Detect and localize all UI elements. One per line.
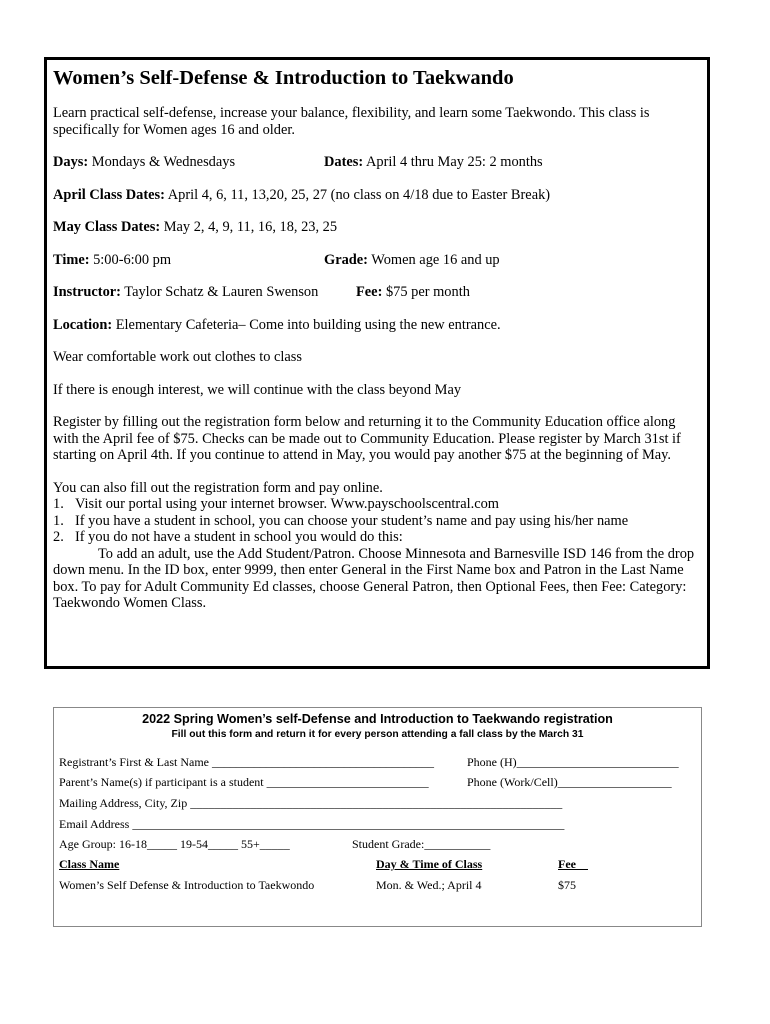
student-grade-field[interactable]: Student Grade:___________ [352, 837, 491, 851]
adult-instructions: To add an adult, use the Add Student/Patron. Choose Minnesota and Barnesville ISD 146 from the drop down menu. In the ID box, enter 9999, then enter General in the First Name box and Patron in the Last Name box. To pay for Adult Community Ed classes, choose General Patron, then Optional Fees, then Fee: Category: Taekwondo Women Class. [53, 545, 695, 611]
phone-home-field[interactable]: Phone (H)___________________________ [467, 755, 679, 769]
online-intro: You can also fill out the registration form and pay online. [53, 479, 383, 496]
time-field: Time: 5:00-6:00 pm [53, 251, 172, 268]
instructor-fee-row [53, 284, 701, 301]
day-time-header: Day & Time of Class [376, 857, 483, 871]
may-dates-row: May Class Dates: May 2, 4, 9, 11, 16, 18, 23, 25 [53, 219, 338, 235]
days-field: Days: Mondays & Wednesdays [53, 154, 236, 170]
fee-cell: $75 [558, 878, 576, 892]
list-item: 1. Visit our portal using your internet browser. Www.payschoolscentral.com [53, 496, 499, 512]
fee-field: Fee: $75 per month [356, 284, 470, 300]
location-row: Location: Elementary Cafeteria– Come into building using the new entrance. [53, 316, 501, 333]
day-time-cell: Mon. & Wed.; April 4 [376, 878, 482, 892]
time-grade-row [53, 252, 701, 269]
clothing-note: Wear comfortable work out clothes to class [53, 349, 302, 365]
interest-note: If there is enough interest, we will continue with the class beyond May [53, 381, 462, 398]
phone-work-field[interactable]: Phone (Work/Cell)___________________ [467, 775, 672, 789]
fee-header: Fee [558, 857, 588, 871]
registration-title: 2022 Spring Women’s self-Defense and Introduction to Taekwando registration [142, 712, 613, 726]
class-name-cell: Women’s Self Defense & Introduction to Taekwondo [59, 878, 315, 892]
online-registration [53, 480, 701, 612]
age-group-field[interactable]: Age Group: 16-18_____ 19-54_____ 55+_____ [59, 837, 290, 851]
grade-field: Grade: Women age 16 and up [324, 251, 500, 268]
parent-name-field[interactable]: Parent’s Name(s) if participant is a student ___________________________ [59, 775, 429, 789]
mailing-address-field[interactable]: Mailing Address, City, Zip ______________________________________________________________ [59, 796, 563, 810]
register-instructions: Register by filling out the registration form below and returning it to the Community Education office along with the April fee of $75. Checks can be made out to Community Education. Please register by March 31st if starting on April 4th. If you continue to attend in May, you would pay another $75 at the beginning of May. [53, 414, 681, 463]
class-info-box [44, 57, 710, 669]
class-name-header: Class Name [59, 857, 120, 871]
instructor-field: Instructor: Taylor Schatz & Lauren Swenson [53, 284, 319, 300]
intro-text: Learn practical self-defense, increase your balance, flexibility, and learn some Taekwondo. This class is specifically for Women ages 16 and older. [53, 105, 650, 138]
april-dates-row: April Class Dates: April 4, 6, 11, 13,20, 25, 27 (no class on 4/18 due to Easter Break) [53, 186, 551, 203]
days-dates-row [53, 154, 701, 171]
email-field[interactable]: Email Address ________________________________________________________________________ [59, 817, 565, 831]
registration-form [53, 707, 702, 927]
registrant-name-field[interactable]: Registrant’s First & Last Name _____________________________________ [59, 755, 434, 769]
dates-field: Dates: April 4 thru May 25: 2 months [324, 154, 543, 170]
list-item: 1. If you have a student in school, you can choose your student’s name and pay using his/her name [53, 512, 629, 529]
registration-subtitle: Fill out this form and return it for every person attending a fall class by the March 31 [171, 729, 584, 740]
page-title: Women’s Self-Defense & Introduction to Taekwando [53, 67, 514, 89]
list-item: 2. If you do not have a student in school you would do this: [53, 529, 403, 545]
